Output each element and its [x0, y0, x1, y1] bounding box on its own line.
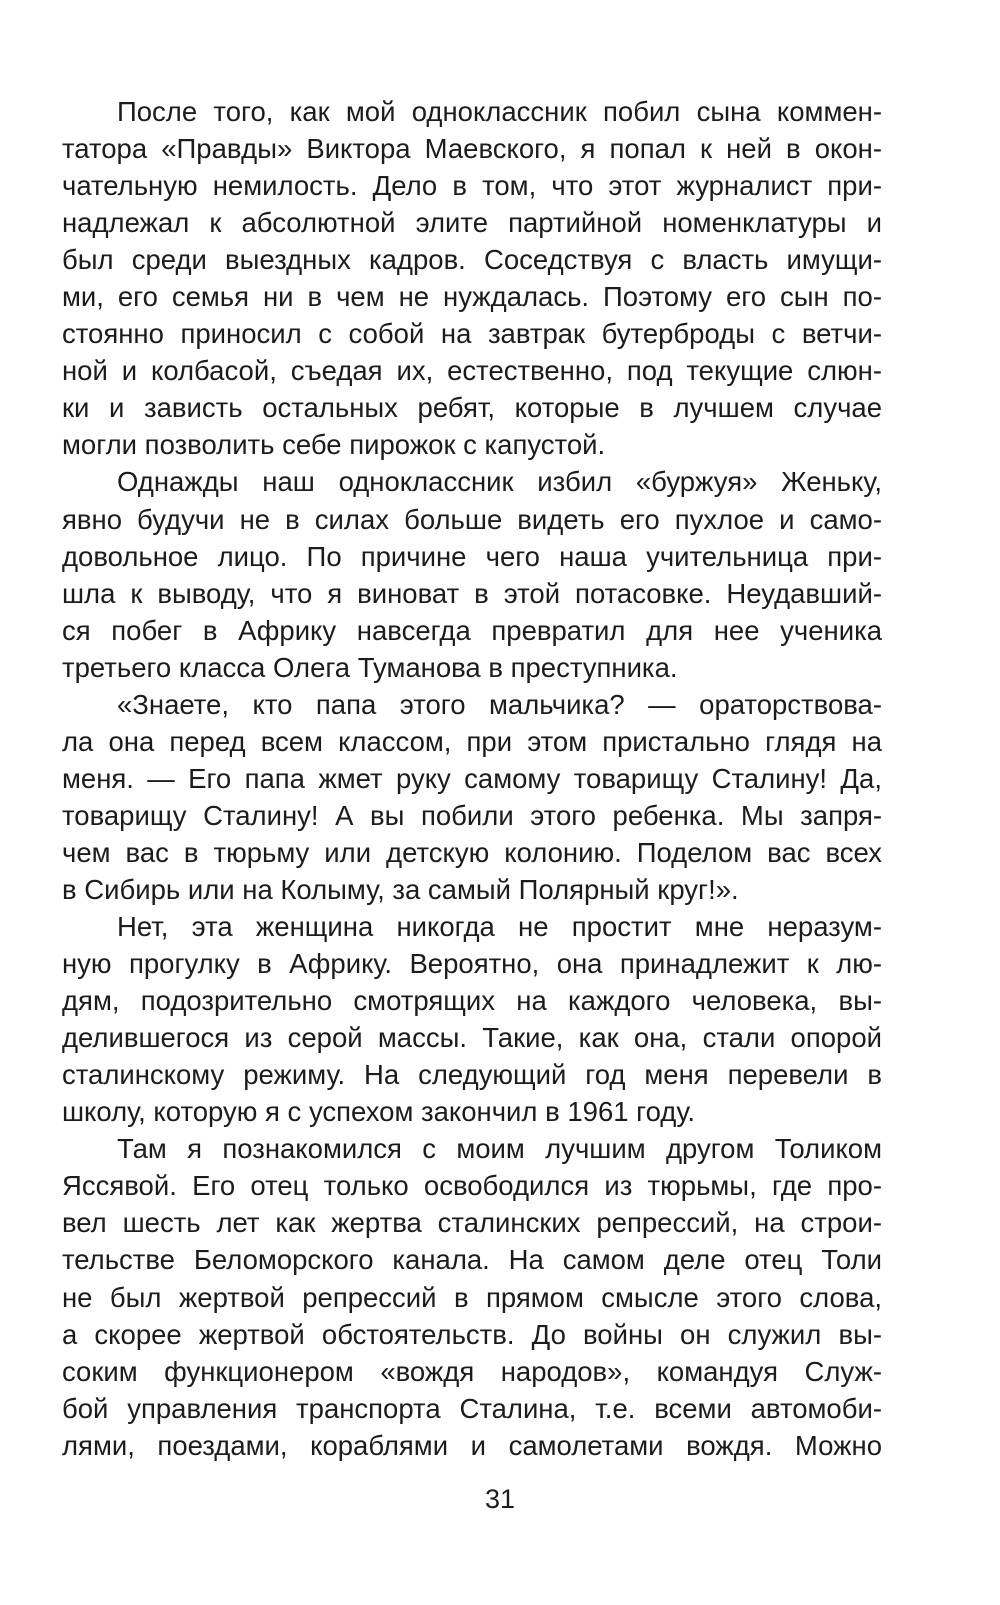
text-line: Однажды наш одноклассник избил «буржуя» Женьку,	[117, 466, 882, 498]
page-body	[62, 93, 882, 1464]
text-line: соким функционером «вождя народов», командуя Служ-	[62, 1355, 882, 1387]
text-line: дям, подозрительно смотрящих на каждого человека, вы-	[62, 985, 882, 1017]
page-number: 31	[484, 1484, 516, 1514]
paragraph-2	[62, 463, 882, 685]
paragraph-3	[62, 686, 882, 908]
text-line: третьего класса Олега Туманова в преступника.	[62, 651, 678, 683]
text-line: татора «Правды» Виктора Маевского, я попал к ней в окон-	[62, 133, 882, 165]
text-line: явно будучи не в силах больше видеть его пухлое и само-	[62, 503, 882, 535]
text-line: ную прогулку в Африку. Вероятно, она принадлежит к лю-	[62, 948, 882, 980]
text-line: чем вас в тюрьму или детскую колонию. Поделом вас всех	[62, 836, 882, 868]
text-line: лями, поездами, кораблями и самолетами вождя. Можно	[62, 1429, 882, 1461]
text-line: ми, его семья ни в чем не нуждалась. Поэтому его сын по-	[62, 281, 882, 313]
text-line: в Сибирь или на Колыму, за самый Полярный круг!».	[62, 873, 739, 905]
text-line: школу, которую я с успехом закончил в 1961 году.	[62, 1096, 695, 1128]
text-line: шла к выводу, что я виноват в этой потасовке. Неудавший-	[62, 577, 882, 609]
text-line: бой управления транспорта Сталина, т.е. всеми автомоби-	[62, 1392, 882, 1424]
text-line: чательную немилость. Дело в том, что этот журналист при-	[62, 170, 882, 202]
text-line: сталинскому режиму. На следующий год меня перевели в	[62, 1059, 882, 1091]
paragraph-1	[62, 93, 882, 463]
text-line: а скорее жертвой обстоятельств. До войны он служил вы-	[62, 1318, 882, 1350]
text-line: ной и колбасой, съедая их, естественно, под текущие слюн-	[62, 355, 882, 387]
text-line: стоянно приносил с собой на завтрак бутерброды с ветчи-	[62, 318, 882, 350]
text-line: ки и зависть остальных ребят, которые в лучшем случае	[62, 392, 882, 424]
text-line: ла она перед всем классом, при этом пристально глядя на	[62, 725, 882, 757]
text-line: довольное лицо. По причине чего наша учительница при-	[62, 540, 882, 572]
text-line: был среди выездных кадров. Соседствуя с власть имущи-	[62, 244, 882, 276]
text-line: Там я познакомился с моим лучшим другом Толиком	[117, 1133, 882, 1165]
text-line: могли позволить себе пирожок с капустой.	[62, 429, 606, 461]
text-line: не был жертвой репрессий в прямом смысле этого слова,	[62, 1281, 882, 1313]
paragraph-4	[62, 908, 882, 1130]
text-line: Нет, эта женщина никогда не простит мне неразум-	[117, 911, 882, 943]
text-line: ся побег в Африку навсегда превратил для нее ученика	[62, 614, 882, 646]
paragraph-5	[62, 1130, 882, 1463]
text-line: вел шесть лет как жертва сталинских репрессий, на строи-	[62, 1207, 882, 1239]
text-line: надлежал к абсолютной элите партийной номенклатуры и	[62, 207, 882, 239]
text-line: товарищу Сталину! А вы побили этого ребенка. Мы запря-	[62, 799, 882, 831]
text-line: После того, как мой одноклассник побил сына коммен-	[117, 96, 882, 127]
text-line: тельстве Беломорского канала. На самом деле отец Толи	[62, 1244, 882, 1276]
text-line: делившегося из серой массы. Такие, как она, стали опорой	[62, 1022, 882, 1054]
text-line: Яссявой. Его отец только освободился из тюрьмы, где про-	[62, 1170, 882, 1202]
text-line: меня. — Его папа жмет руку самому товарищу Сталину! Да,	[62, 762, 882, 794]
text-line: «Знаете, кто папа этого мальчика? — ораторствова-	[117, 688, 882, 720]
